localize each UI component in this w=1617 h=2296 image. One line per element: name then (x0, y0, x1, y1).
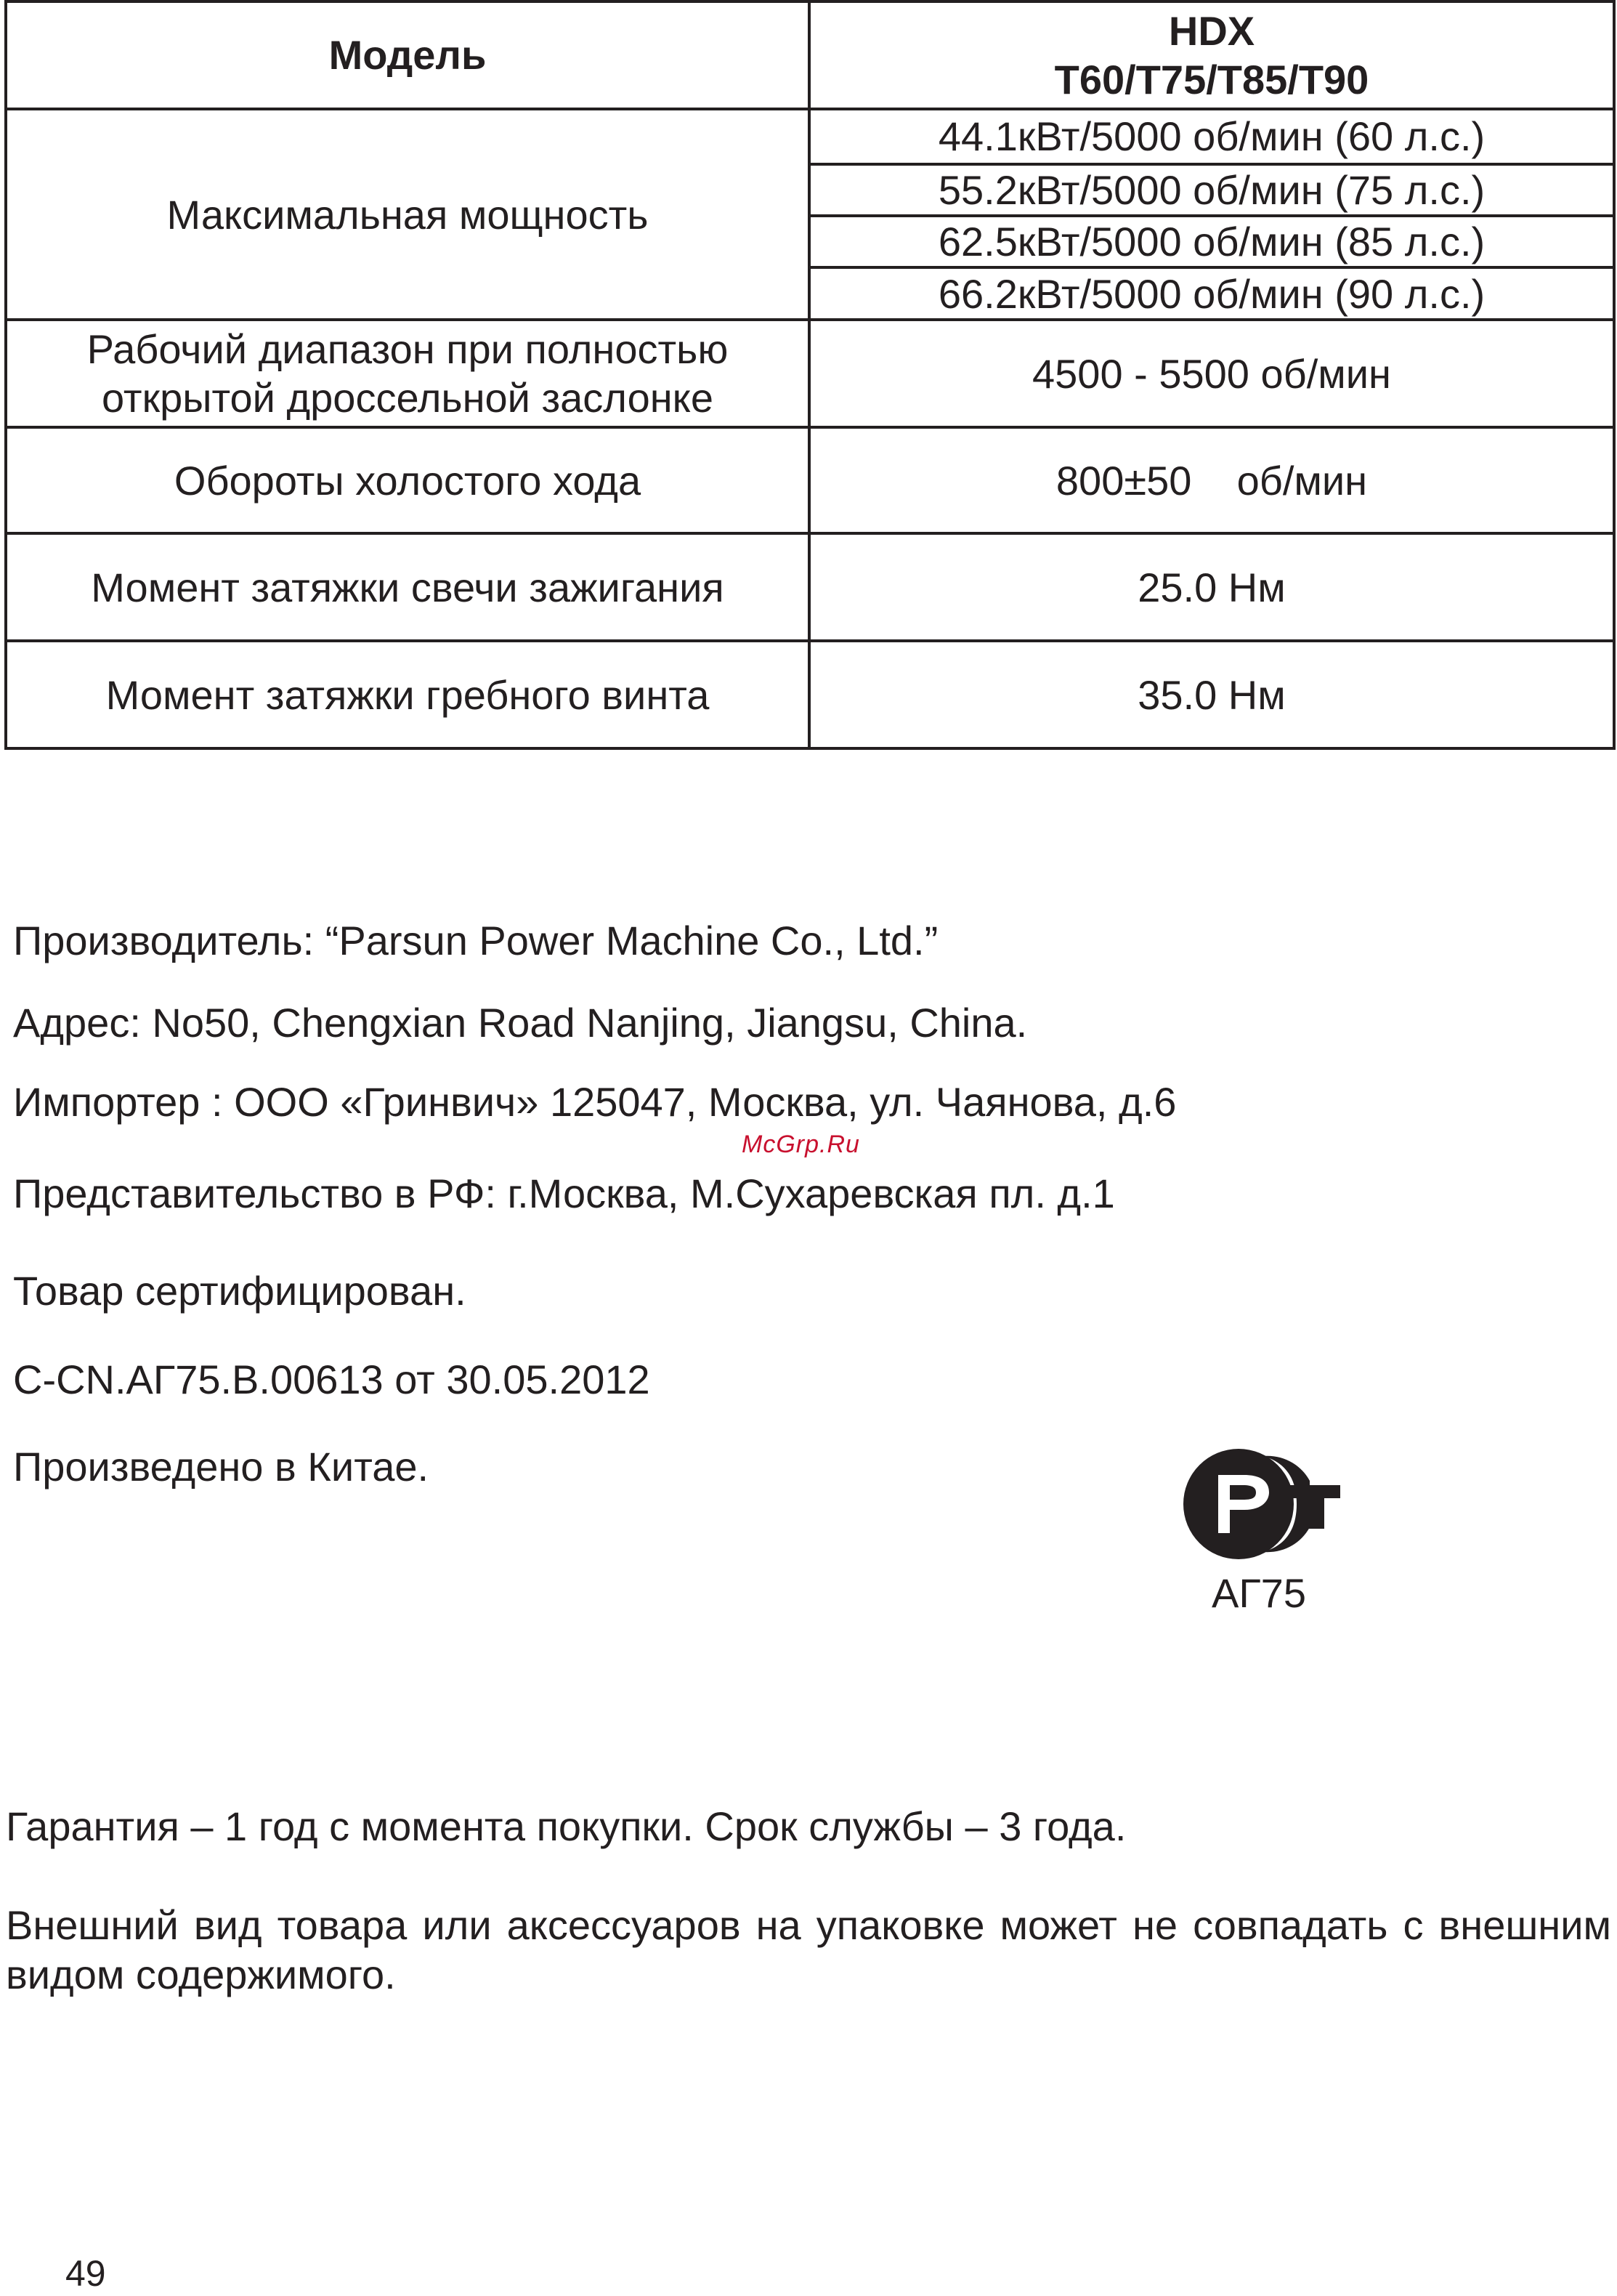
header-models: T60/T75/T85/T90 (1054, 57, 1369, 102)
propeller-torque-label: Момент затяжки гребного винта (6, 641, 809, 748)
rst-certification-mark-icon (1180, 1446, 1348, 1562)
importer-line: Импортер : ООО «Гринвич» 125047, Москва, ул. Чаянова, д.6 (13, 1079, 1177, 1125)
operating-range-value: 4500 - 5500 об/мин (809, 320, 1614, 427)
warranty-text: Гарантия – 1 год с момента покупки. Срок службы – 3 года. (6, 1803, 1127, 1849)
propeller-torque-value: 35.0 Нм (809, 641, 1614, 748)
header-model-cell: Модель (6, 1, 809, 109)
manufacturer-line: Производитель: “Parsun Power Machine Co., Ltd.” (13, 918, 939, 963)
certified-line: Товар сертифицирован. (13, 1268, 466, 1314)
header-model-names-cell (809, 1, 1614, 109)
spark-plug-torque-value: 25.0 Нм (809, 533, 1614, 641)
table-row (6, 320, 1614, 427)
spark-plug-torque-label: Момент затяжки свечи зажигания (6, 533, 809, 641)
address-line: Адрес: No50, Chengxian Road Nanjing, Jiangsu, China. (13, 1000, 1028, 1046)
header-series: HDX (1168, 7, 1255, 54)
table-row (6, 533, 1614, 641)
table-header-row (6, 1, 1614, 109)
max-power-label: Максимальная мощность (6, 109, 809, 320)
watermark: McGrp.Ru (742, 1131, 860, 1158)
certificate-number-line: C-CN.АГ75.В.00613 от 30.05.2012 (13, 1357, 650, 1402)
max-power-value: 44.1кВт/5000 об/мин (60 л.с.) (809, 109, 1614, 164)
table-row (6, 109, 1614, 164)
operating-range-label: Рабочий диапазон при полностью открытой дроссельной заслонке (6, 320, 809, 427)
max-power-value: 55.2кВт/5000 об/мин (75 л.с.) (809, 164, 1614, 216)
representative-line: Представительство в РФ: г.Москва, М.Сухаревская пл. д.1 (13, 1171, 1115, 1216)
made-in-line: Произведено в Китае. (13, 1444, 429, 1489)
table-row (6, 427, 1614, 533)
disclaimer-text: Внешний вид товара или аксессуаров на упаковке может не совпадать с внешним видом содержимого. (6, 1902, 1611, 1997)
max-power-value: 66.2кВт/5000 об/мин (90 л.с.) (809, 267, 1614, 320)
table-row (6, 641, 1614, 748)
max-power-value: 62.5кВт/5000 об/мин (85 л.с.) (809, 216, 1614, 267)
specifications-table (4, 0, 1616, 750)
certification-code: АГ75 (1212, 1570, 1306, 1616)
idle-speed-label: Обороты холостого хода (6, 427, 809, 533)
idle-speed-value: 800±50 об/мин (809, 427, 1614, 533)
page-number: 49 (65, 2253, 106, 2294)
